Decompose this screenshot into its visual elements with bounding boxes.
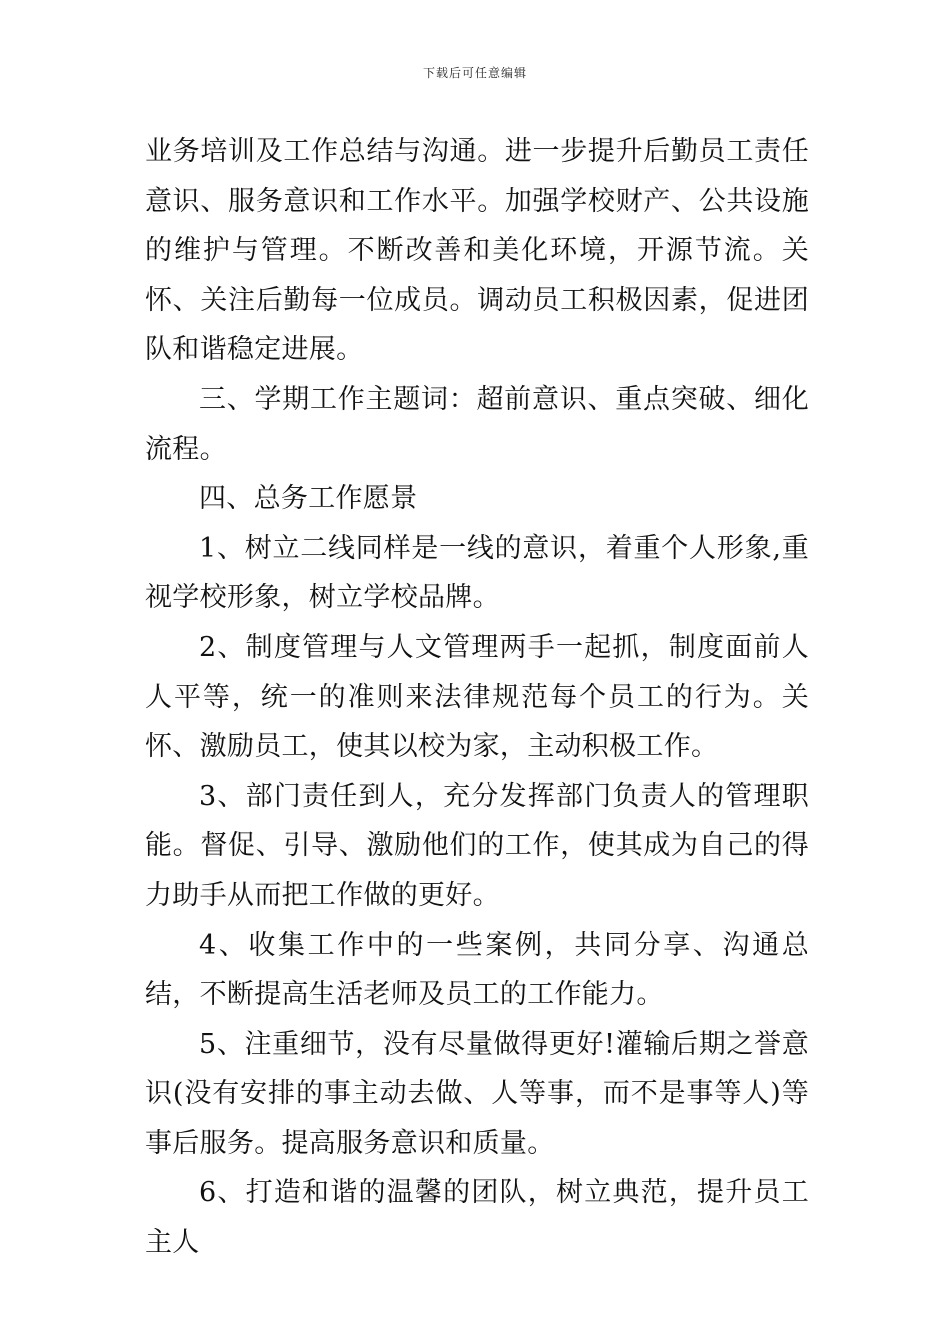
list-item-5: 5、注重细节，没有尽量做得更好!灌输后期之誉意识(没有安排的事主动去做、人等事，而不是事等人)等事后服务。提高服务意识和质量。 — [145, 1028, 809, 1159]
page-header-note: 下载后可任意编辑 — [422, 66, 527, 80]
list-item-2: 2、制度管理与人文管理两手一起抓，制度面前人人平等，统一的准则来法律规范每个员工的行为。关怀、激励员工，使其以校为家，主动积极工作。 — [145, 631, 809, 763]
paragraph-continuation: 业务培训及工作总结与沟通。进一步提升后勤员工责任意识、服务意识和工作水平。加强学校财产、公共设施的维护与管理。不断改善和美化环境，开源节流。关怀、关注后勤每一位成员。调动员工积极因素，促进团队和谐稳定进展。 — [145, 136, 809, 366]
list-item-3: 3、部门责任到人，充分发挥部门负责人的管理职能。督促、引导、激励他们的工作，使其成为自己的得力助手从而把工作做的更好。 — [145, 780, 809, 911]
section-heading-theme: 三、学期工作主题词：超前意识、重点突破、细化流程。 — [145, 383, 809, 465]
list-item-1: 1、树立二线同样是一线的意识，着重个人形象,重视学校形象，树立学校品牌。 — [145, 532, 809, 614]
list-item-4: 4、收集工作中的一些案例，共同分享、沟通总结，不断提高生活老师及员工的工作能力。 — [145, 929, 809, 1011]
section-heading-vision: 四、总务工作愿景 — [199, 483, 418, 515]
list-item-6: 6、打造和谐的温馨的团队，树立典范，提升员工主人 — [145, 1177, 809, 1259]
document-body — [145, 127, 809, 1268]
